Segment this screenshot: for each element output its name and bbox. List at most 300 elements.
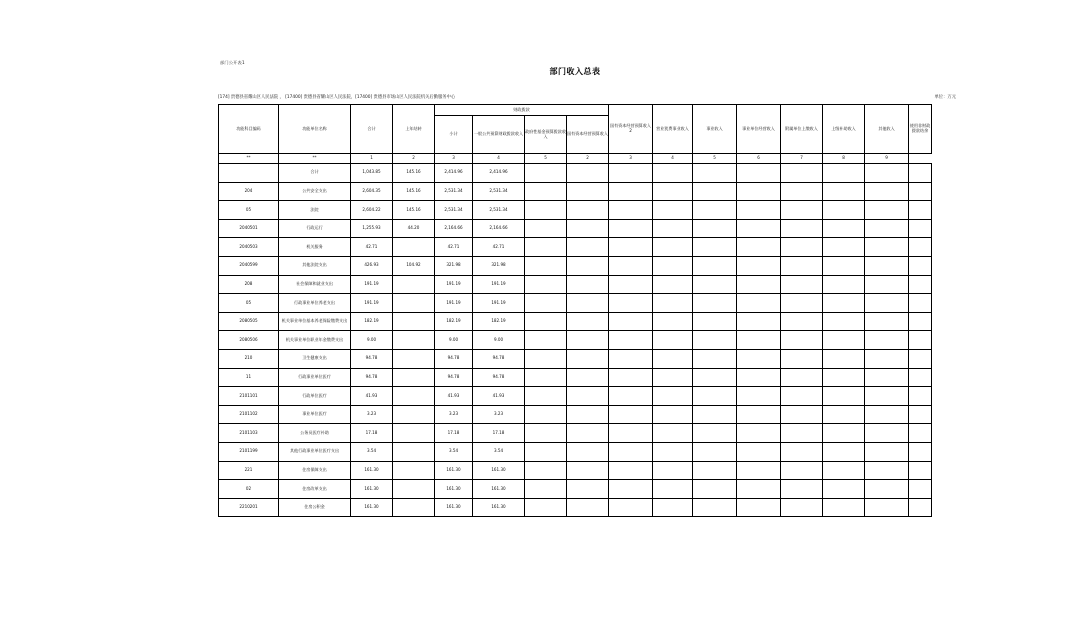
cell-subordinate-unit: [781, 238, 823, 257]
cell-surplus: [909, 256, 932, 275]
cell-upper-subsidy: [823, 387, 865, 406]
table-row: [219, 387, 932, 406]
header-gov-fund: 政府性基金预算拨款收入: [525, 116, 567, 154]
header-carryover: 上年结转: [393, 105, 435, 154]
cell-gov-fund: [525, 480, 567, 499]
cell-upper-subsidy: [823, 312, 865, 331]
cell-carryover: [393, 442, 435, 461]
cell-function-code: 02: [219, 480, 279, 499]
cell-unit-name: 住房改革支出: [279, 480, 351, 499]
cell-soe2: [609, 164, 653, 183]
cell-subtotal: 3.23: [435, 405, 473, 424]
cell-biz-income: [693, 442, 737, 461]
cell-subordinate-unit: [781, 275, 823, 294]
cell-other-income: [865, 442, 909, 461]
cell-biz-income: [693, 256, 737, 275]
cell-gov-fund: [525, 424, 567, 443]
cell-subordinate-unit: [781, 442, 823, 461]
numrow-cell: 8: [823, 154, 865, 164]
cell-surplus: [909, 442, 932, 461]
header-subordinate-unit: 附属单位上缴收入: [781, 105, 823, 154]
header-upper-subsidy: 上级补助收入: [823, 105, 865, 154]
cell-biz-operating: [737, 312, 781, 331]
cell-function-code: 2101101: [219, 387, 279, 406]
cell-total: 161.30: [351, 461, 393, 480]
cell-biz-operating: [737, 182, 781, 201]
cell-function-code: 2040503: [219, 238, 279, 257]
cell-other-income: [865, 312, 909, 331]
cell-surplus: [909, 498, 932, 517]
numrow-cell: **: [279, 154, 351, 164]
cell-subtotal: 161.30: [435, 498, 473, 517]
cell-general-budget: 191.19: [473, 294, 525, 313]
cell-biz-fee: [653, 164, 693, 183]
cell-upper-subsidy: [823, 256, 865, 275]
cell-soe-budget: [567, 238, 609, 257]
cell-total: 1,255.93: [351, 219, 393, 238]
cell-surplus: [909, 387, 932, 406]
cell-biz-operating: [737, 275, 781, 294]
cell-general-budget: 3.23: [473, 405, 525, 424]
cell-biz-operating: [737, 294, 781, 313]
cell-other-income: [865, 368, 909, 387]
cell-function-code: 05: [219, 294, 279, 313]
cell-upper-subsidy: [823, 238, 865, 257]
table-row: [219, 331, 932, 350]
cell-subtotal: 94.78: [435, 349, 473, 368]
cell-function-code: 11: [219, 368, 279, 387]
cell-soe-budget: [567, 331, 609, 350]
cell-surplus: [909, 331, 932, 350]
department-subline: [174] 贵德县省耀山区人民法院 ， [17400] 贵德县省耀山区人民法院，[17400] 贵德县市场山区人民法院机关后勤服务中心: [218, 95, 456, 100]
cell-subtotal: 17.18: [435, 424, 473, 443]
table-row: [219, 275, 932, 294]
cell-gov-fund: [525, 331, 567, 350]
cell-soe2: [609, 368, 653, 387]
cell-biz-fee: [653, 442, 693, 461]
table-row: [219, 498, 932, 517]
cell-general-budget: 2,164.66: [473, 219, 525, 238]
cell-biz-income: [693, 201, 737, 220]
cell-subordinate-unit: [781, 387, 823, 406]
cell-carryover: [393, 498, 435, 517]
cell-biz-fee: [653, 349, 693, 368]
cell-biz-operating: [737, 424, 781, 443]
cell-gov-fund: [525, 387, 567, 406]
cell-unit-name: 法院: [279, 201, 351, 220]
cell-function-code: 221: [219, 461, 279, 480]
numrow-cell: 5: [525, 154, 567, 164]
cell-surplus: [909, 480, 932, 499]
cell-carryover: [393, 331, 435, 350]
cell-soe2: [609, 387, 653, 406]
cell-gov-fund: [525, 368, 567, 387]
cell-biz-fee: [653, 201, 693, 220]
cell-biz-income: [693, 238, 737, 257]
cell-biz-operating: [737, 349, 781, 368]
cell-biz-operating: [737, 219, 781, 238]
cell-biz-fee: [653, 312, 693, 331]
table-row: [219, 182, 932, 201]
cell-total: 161.30: [351, 498, 393, 517]
cell-biz-income: [693, 219, 737, 238]
cell-biz-income: [693, 182, 737, 201]
cell-other-income: [865, 424, 909, 443]
cell-biz-operating: [737, 238, 781, 257]
cell-general-budget: 41.93: [473, 387, 525, 406]
cell-subordinate-unit: [781, 368, 823, 387]
cell-function-code: [219, 164, 279, 183]
cell-unit-name: 行政单位医疗: [279, 387, 351, 406]
cell-subordinate-unit: [781, 256, 823, 275]
header-biz-operating: 事业单位经营收入: [737, 105, 781, 154]
table-row: [219, 312, 932, 331]
cell-general-budget: 3.54: [473, 442, 525, 461]
cell-soe2: [609, 182, 653, 201]
numrow-cell: 6: [737, 154, 781, 164]
table-row: [219, 238, 932, 257]
cell-subordinate-unit: [781, 312, 823, 331]
header-unit-name: 功能单位名称: [279, 105, 351, 154]
cell-general-budget: 42.71: [473, 238, 525, 257]
cell-function-code: 05: [219, 201, 279, 220]
cell-general-budget: 161.30: [473, 480, 525, 499]
cell-biz-operating: [737, 331, 781, 350]
cell-function-code: 210: [219, 349, 279, 368]
cell-biz-income: [693, 164, 737, 183]
cell-upper-subsidy: [823, 405, 865, 424]
numrow-cell: 2: [393, 154, 435, 164]
cell-unit-name: 公共安全支出: [279, 182, 351, 201]
cell-subtotal: 2,414.96: [435, 164, 473, 183]
cell-biz-income: [693, 498, 737, 517]
cell-surplus: [909, 368, 932, 387]
cell-total: 191.19: [351, 275, 393, 294]
cell-carryover: [393, 368, 435, 387]
cell-upper-subsidy: [823, 480, 865, 499]
cell-biz-operating: [737, 256, 781, 275]
cell-soe-budget: [567, 461, 609, 480]
cell-other-income: [865, 331, 909, 350]
cell-general-budget: 94.78: [473, 349, 525, 368]
cell-soe-budget: [567, 294, 609, 313]
table-row: [219, 219, 932, 238]
cell-soe-budget: [567, 256, 609, 275]
cell-total: 426.93: [351, 256, 393, 275]
cell-soe2: [609, 424, 653, 443]
table-row: [219, 349, 932, 368]
cell-other-income: [865, 238, 909, 257]
cell-surplus: [909, 405, 932, 424]
cell-unit-name: 行政运行: [279, 219, 351, 238]
cell-soe2: [609, 349, 653, 368]
cell-soe2: [609, 219, 653, 238]
header-biz-fee: 营业犹费事业收入: [653, 105, 693, 154]
cell-subordinate-unit: [781, 164, 823, 183]
cell-general-budget: 161.30: [473, 461, 525, 480]
cell-upper-subsidy: [823, 442, 865, 461]
cell-subtotal: 191.19: [435, 275, 473, 294]
table-row: [219, 294, 932, 313]
numrow-cell: 9: [865, 154, 909, 164]
cell-soe-budget: [567, 480, 609, 499]
cell-soe-budget: [567, 368, 609, 387]
cell-general-budget: 2,414.96: [473, 164, 525, 183]
cell-soe-budget: [567, 275, 609, 294]
cell-biz-operating: [737, 405, 781, 424]
cell-biz-fee: [653, 256, 693, 275]
cell-upper-subsidy: [823, 424, 865, 443]
cell-soe2: [609, 442, 653, 461]
cell-upper-subsidy: [823, 219, 865, 238]
cell-other-income: [865, 387, 909, 406]
cell-total: 2,604.35: [351, 182, 393, 201]
cell-biz-fee: [653, 405, 693, 424]
cell-soe-budget: [567, 219, 609, 238]
numrow-cell: 5: [693, 154, 737, 164]
cell-subtotal: 161.30: [435, 480, 473, 499]
page-title: 部门收入总表: [549, 67, 601, 76]
cell-gov-fund: [525, 201, 567, 220]
cell-gov-fund: [525, 238, 567, 257]
numrow-cell: 3: [609, 154, 653, 164]
cell-other-income: [865, 256, 909, 275]
cell-soe2: [609, 275, 653, 294]
cell-carryover: [393, 387, 435, 406]
cell-general-budget: 161.30: [473, 498, 525, 517]
cell-biz-fee: [653, 331, 693, 350]
cell-subtotal: 321.98: [435, 256, 473, 275]
table-row: [219, 424, 932, 443]
table-row: [219, 405, 932, 424]
cell-subordinate-unit: [781, 405, 823, 424]
cell-biz-operating: [737, 480, 781, 499]
cell-function-code: 208: [219, 275, 279, 294]
cell-soe-budget: [567, 405, 609, 424]
numrow-cell: 7: [781, 154, 823, 164]
cell-total: 3.23: [351, 405, 393, 424]
cell-subtotal: 2,164.66: [435, 219, 473, 238]
cell-total: 17.18: [351, 424, 393, 443]
cell-biz-operating: [737, 387, 781, 406]
numrow-cell: **: [219, 154, 279, 164]
cell-function-code: 2210201: [219, 498, 279, 517]
header-general-budget: 一般公共预算财政拨款收入: [473, 116, 525, 154]
cell-unit-name: 卫生健康支出: [279, 349, 351, 368]
cell-biz-income: [693, 312, 737, 331]
cell-upper-subsidy: [823, 461, 865, 480]
cell-soe2: [609, 461, 653, 480]
cell-general-budget: 2,531.34: [473, 201, 525, 220]
cell-total: 2,604.22: [351, 201, 393, 220]
cell-other-income: [865, 461, 909, 480]
cell-unit-name: 其他法院支出: [279, 256, 351, 275]
cell-soe2: [609, 498, 653, 517]
cell-total: 41.93: [351, 387, 393, 406]
cell-surplus: [909, 201, 932, 220]
cell-surplus: [909, 349, 932, 368]
cell-surplus: [909, 238, 932, 257]
cell-gov-fund: [525, 182, 567, 201]
cell-general-budget: 94.78: [473, 368, 525, 387]
cell-unit-name: 行政事业单位医疗: [279, 368, 351, 387]
table-row: [219, 442, 932, 461]
cell-total: 94.78: [351, 368, 393, 387]
table-row: [219, 201, 932, 220]
cell-biz-fee: [653, 424, 693, 443]
cell-subtotal: 2,531.34: [435, 201, 473, 220]
cell-other-income: [865, 498, 909, 517]
cell-soe2: [609, 405, 653, 424]
document-tag: 部门公开表1: [220, 60, 245, 65]
cell-subordinate-unit: [781, 461, 823, 480]
header-function-code: 功能科目编码: [219, 105, 279, 154]
cell-function-code: 2040599: [219, 256, 279, 275]
header-soe2: 国有资本经营预算收入2: [609, 105, 653, 154]
cell-unit-name: 其他行政事业单位医疗支出: [279, 442, 351, 461]
cell-biz-fee: [653, 461, 693, 480]
cell-carryover: 145.16: [393, 201, 435, 220]
cell-biz-fee: [653, 480, 693, 499]
cell-unit-name: 行政事业单位养老支出: [279, 294, 351, 313]
numrow-cell: 1: [351, 154, 393, 164]
cell-soe2: [609, 480, 653, 499]
cell-soe2: [609, 201, 653, 220]
cell-carryover: 145.16: [393, 164, 435, 183]
cell-total: 1,043.85: [351, 164, 393, 183]
header-soe-budget: 国有资本经营预算收入: [567, 116, 609, 154]
cell-function-code: 2040501: [219, 219, 279, 238]
cell-soe2: [609, 312, 653, 331]
cell-biz-income: [693, 275, 737, 294]
cell-subordinate-unit: [781, 201, 823, 220]
cell-unit-name: 公务员医疗补助: [279, 424, 351, 443]
cell-soe-budget: [567, 312, 609, 331]
cell-subordinate-unit: [781, 498, 823, 517]
cell-total: 9.00: [351, 331, 393, 350]
header-other-income: 其他收入: [865, 105, 909, 154]
cell-surplus: [909, 164, 932, 183]
cell-biz-income: [693, 368, 737, 387]
cell-upper-subsidy: [823, 368, 865, 387]
table-row: [219, 368, 932, 387]
numrow-cell: 2: [567, 154, 609, 164]
report-sheet: [180, 40, 970, 540]
cell-carryover: 145.16: [393, 182, 435, 201]
cell-general-budget: 182.19: [473, 312, 525, 331]
cell-total: 161.30: [351, 480, 393, 499]
cell-carryover: [393, 349, 435, 368]
unit-label: 单位：万元: [934, 95, 956, 100]
cell-surplus: [909, 182, 932, 201]
cell-subtotal: 42.71: [435, 238, 473, 257]
numrow-cell: 4: [653, 154, 693, 164]
cell-other-income: [865, 275, 909, 294]
cell-biz-fee: [653, 219, 693, 238]
cell-function-code: 2101103: [219, 424, 279, 443]
table-row: [219, 461, 932, 480]
cell-subordinate-unit: [781, 349, 823, 368]
cell-function-code: 2101102: [219, 405, 279, 424]
cell-total: 94.78: [351, 349, 393, 368]
cell-biz-income: [693, 480, 737, 499]
cell-gov-fund: [525, 461, 567, 480]
cell-general-budget: 17.18: [473, 424, 525, 443]
cell-carryover: [393, 275, 435, 294]
cell-total: 3.54: [351, 442, 393, 461]
cell-biz-fee: [653, 387, 693, 406]
income-summary-table: [218, 104, 932, 517]
cell-function-code: 2101199: [219, 442, 279, 461]
cell-gov-fund: [525, 294, 567, 313]
cell-gov-fund: [525, 275, 567, 294]
header-biz-income: 事业收入: [693, 105, 737, 154]
cell-gov-fund: [525, 405, 567, 424]
cell-carryover: [393, 312, 435, 331]
cell-biz-operating: [737, 498, 781, 517]
header-subtotal: 小计: [435, 116, 473, 154]
cell-gov-fund: [525, 219, 567, 238]
cell-total: 182.19: [351, 312, 393, 331]
cell-biz-operating: [737, 461, 781, 480]
cell-subtotal: 9.00: [435, 331, 473, 350]
cell-subordinate-unit: [781, 294, 823, 313]
cell-soe2: [609, 294, 653, 313]
cell-biz-fee: [653, 368, 693, 387]
numrow-cell: 4: [473, 154, 525, 164]
cell-carryover: [393, 405, 435, 424]
cell-unit-name: 社会保障和就业支出: [279, 275, 351, 294]
cell-biz-income: [693, 294, 737, 313]
cell-unit-name: 机关事业单位职业年金缴费支出: [279, 331, 351, 350]
cell-upper-subsidy: [823, 331, 865, 350]
cell-biz-operating: [737, 442, 781, 461]
cell-other-income: [865, 405, 909, 424]
cell-general-budget: 2,531.34: [473, 182, 525, 201]
cell-general-budget: 321.98: [473, 256, 525, 275]
numrow-cell: 3: [435, 154, 473, 164]
cell-soe-budget: [567, 201, 609, 220]
cell-total: 191.19: [351, 294, 393, 313]
cell-biz-income: [693, 424, 737, 443]
cell-biz-fee: [653, 238, 693, 257]
cell-soe-budget: [567, 424, 609, 443]
cell-gov-fund: [525, 498, 567, 517]
cell-subordinate-unit: [781, 219, 823, 238]
cell-unit-name: 合计: [279, 164, 351, 183]
cell-gov-fund: [525, 442, 567, 461]
cell-surplus: [909, 219, 932, 238]
cell-other-income: [865, 349, 909, 368]
cell-soe2: [609, 256, 653, 275]
cell-soe-budget: [567, 442, 609, 461]
cell-unit-name: 机关事业单位基本养老保险缴费支出: [279, 312, 351, 331]
cell-biz-fee: [653, 275, 693, 294]
cell-surplus: [909, 294, 932, 313]
cell-biz-income: [693, 461, 737, 480]
cell-biz-fee: [653, 498, 693, 517]
cell-biz-fee: [653, 182, 693, 201]
cell-soe2: [609, 238, 653, 257]
cell-carryover: 104.92: [393, 256, 435, 275]
cell-biz-income: [693, 387, 737, 406]
cell-surplus: [909, 424, 932, 443]
cell-subtotal: 3.54: [435, 442, 473, 461]
cell-unit-name: 住房保障支出: [279, 461, 351, 480]
cell-unit-name: 住房公积金: [279, 498, 351, 517]
header-surplus: 使用非财政拨款结余: [909, 105, 932, 154]
cell-soe-budget: [567, 182, 609, 201]
